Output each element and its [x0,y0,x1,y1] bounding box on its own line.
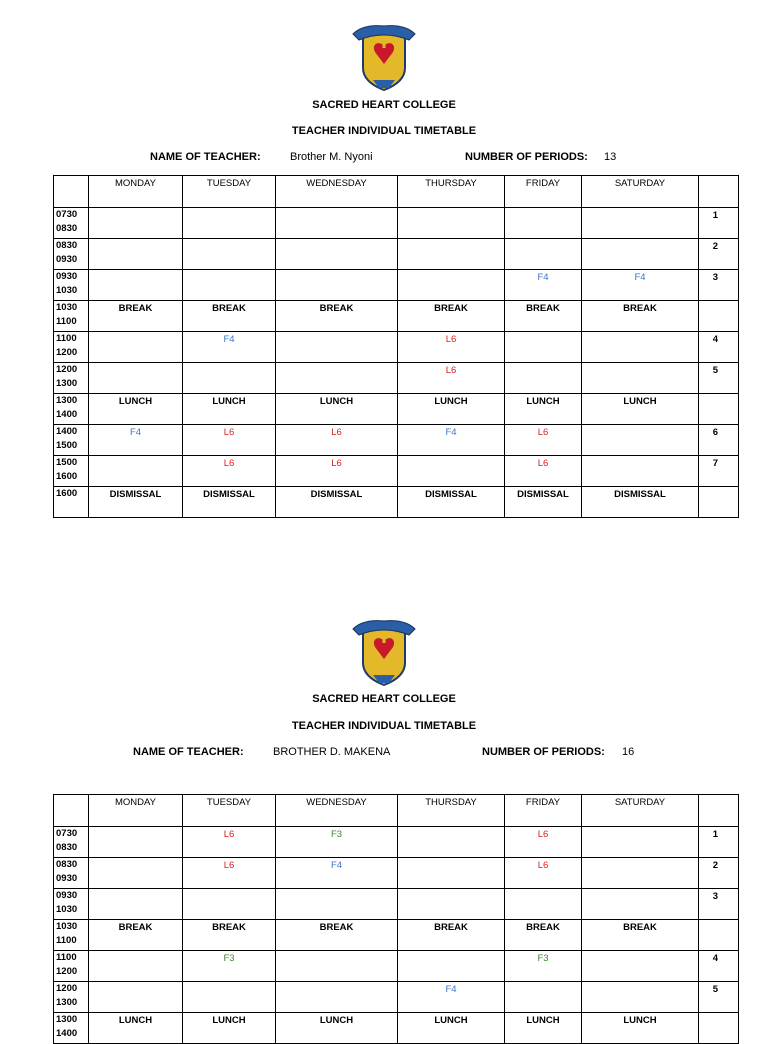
lesson-cell [505,270,582,301]
lesson-cell [505,456,582,487]
lesson-cell [505,982,582,1013]
lesson-cell [398,951,505,982]
period-number: 1 [699,827,739,858]
lesson-cell [183,982,276,1013]
lesson-cell [505,920,582,951]
lesson-cell [582,239,699,270]
period-number: 3 [699,889,739,920]
timetable-grid [53,794,739,1044]
lesson-cell [89,920,183,951]
lesson-cell [505,951,582,982]
day-header-saturday: SATURDAY [582,795,699,827]
slot-label: BREAK [623,303,657,314]
lesson-cell [582,858,699,889]
class-code: F4 [445,984,457,995]
time-cell [54,889,89,920]
slot-label: BREAK [623,922,657,933]
lesson-cell [582,425,699,456]
lesson-cell [398,332,505,363]
day-header-friday: FRIDAY [505,795,582,827]
lesson-cell [89,858,183,889]
slot-label: LUNCH [526,1015,560,1026]
time-end: 0830 [56,223,78,234]
class-code: L6 [223,829,235,840]
lesson-cell [398,425,505,456]
lesson-cell [398,487,505,518]
lesson-cell [89,827,183,858]
document-title: TEACHER INDIVIDUAL TIMETABLE [291,125,477,137]
header-time-cell [54,795,89,827]
time-start: 1300 [56,395,78,406]
lesson-cell [505,208,582,239]
lesson-cell [276,208,398,239]
lesson-cell [505,1013,582,1044]
time-start: 0930 [56,890,78,901]
time-end: 1030 [56,285,78,296]
teacher-name: Brother M. Nyoni [290,151,373,163]
time-end: 1600 [56,471,78,482]
table-row [54,332,739,363]
day-header-tuesday: TUESDAY [183,795,276,827]
time-start: 0830 [56,240,78,251]
lesson-cell [183,827,276,858]
lesson-cell [398,270,505,301]
lesson-cell [183,425,276,456]
slot-label: BREAK [434,303,468,314]
lesson-cell [505,239,582,270]
time-end: 1300 [56,378,78,389]
lesson-cell [505,394,582,425]
time-cell [54,920,89,951]
period-number: 6 [699,425,739,456]
time-cell [54,208,89,239]
slot-label: DISMISSAL [425,489,477,500]
time-end: 0830 [56,842,78,853]
lesson-cell [276,332,398,363]
time-start: 1030 [56,302,78,313]
table-row [54,394,739,425]
class-code: F3 [223,953,235,964]
period-number [699,920,739,951]
lesson-cell [582,208,699,239]
period-number: 4 [699,332,739,363]
lesson-cell [398,920,505,951]
table-row [54,920,739,951]
time-cell [54,1013,89,1044]
lesson-cell [183,858,276,889]
table-row [54,982,739,1013]
table-row [54,1013,739,1044]
lesson-cell [276,951,398,982]
day-header-thursday: THURSDAY [398,176,505,208]
slot-label: LUNCH [319,1015,354,1026]
class-code: L6 [223,427,235,438]
class-code: F4 [330,860,343,871]
day-header-wednesday: WEDNESDAY [276,795,398,827]
lesson-cell [89,425,183,456]
period-number [699,394,739,425]
slot-label: BREAK [118,303,153,314]
slot-label: BREAK [526,922,560,933]
class-code: F4 [129,427,142,438]
time-cell [54,456,89,487]
lesson-cell [276,827,398,858]
period-number: 5 [699,363,739,394]
day-header-saturday: SATURDAY [582,176,699,208]
lesson-cell [276,270,398,301]
table-row [54,827,739,858]
lesson-cell [276,425,398,456]
lesson-cell [582,456,699,487]
time-cell [54,858,89,889]
time-cell [54,425,89,456]
time-cell [54,301,89,332]
lesson-cell [183,920,276,951]
periods-value: 16 [622,746,635,758]
time-cell [54,827,89,858]
lesson-cell [582,920,699,951]
lesson-cell [276,487,398,518]
lesson-cell [505,363,582,394]
period-number [699,1013,739,1044]
slot-label: BREAK [118,922,153,933]
class-code: L6 [331,458,342,469]
class-code: F3 [537,953,549,964]
table-row [54,425,739,456]
lesson-cell [398,827,505,858]
time-end: 1500 [56,440,78,451]
class-code: F4 [223,334,235,345]
time-cell [54,394,89,425]
time-start: 1500 [56,457,78,468]
table-row [54,270,739,301]
lesson-cell [183,456,276,487]
period-number: 2 [699,239,739,270]
lesson-cell [398,982,505,1013]
lesson-cell [582,332,699,363]
period-number [699,487,739,518]
lesson-cell [582,827,699,858]
slot-label: LUNCH [118,396,153,407]
lesson-cell [505,425,582,456]
lesson-cell [89,889,183,920]
table-row [54,456,739,487]
lesson-cell [398,858,505,889]
table-row [54,951,739,982]
slot-label: DISMISSAL [517,489,569,500]
class-code: F4 [537,272,549,283]
lesson-cell [582,951,699,982]
class-code: L6 [223,458,235,469]
class-code: F4 [634,272,646,283]
lesson-cell [89,1013,183,1044]
timetable-grid [53,175,739,518]
slot-label: DISMISSAL [614,489,666,500]
lesson-cell [183,363,276,394]
lesson-cell [505,301,582,332]
table-row [54,487,739,518]
time-start: 0730 [56,828,78,839]
slot-label: LUNCH [212,396,246,407]
time-cell [54,982,89,1013]
class-code: L6 [537,860,549,871]
periods-label: NUMBER OF PERIODS: [465,151,588,163]
class-code: L6 [445,334,457,345]
periods-label: NUMBER OF PERIODS: [482,746,605,758]
table-row [54,858,739,889]
lesson-cell [582,301,699,332]
class-code: L6 [445,365,457,376]
header-period-cell [699,176,739,208]
teacher-label: NAME OF TEACHER: [133,746,244,758]
lesson-cell [582,394,699,425]
time-start: 1400 [56,426,78,437]
slot-label: DISMISSAL [109,489,162,500]
lesson-cell [183,332,276,363]
time-cell [54,239,89,270]
lesson-cell [505,858,582,889]
table-row [54,208,739,239]
header-row [54,795,739,827]
time-start: 1200 [56,364,78,375]
lesson-cell [582,270,699,301]
time-start: 1100 [56,333,77,344]
time-start: 1300 [56,1014,78,1025]
class-code: F3 [330,829,343,840]
day-header-friday: FRIDAY [505,176,582,208]
lesson-cell [89,394,183,425]
time-start: 0830 [56,859,78,870]
teacher-label: NAME OF TEACHER: [150,151,261,163]
lesson-cell [582,889,699,920]
slot-label: LUNCH [434,396,468,407]
lesson-cell [276,920,398,951]
period-number: 2 [699,858,739,889]
lesson-cell [276,889,398,920]
slot-label: LUNCH [623,1015,657,1026]
lesson-cell [582,363,699,394]
table-row [54,239,739,270]
slot-label: LUNCH [118,1015,153,1026]
period-number: 7 [699,456,739,487]
time-start: 1600 [56,488,78,499]
day-header-thursday: THURSDAY [398,795,505,827]
slot-label: BREAK [319,303,354,314]
slot-label: DISMISSAL [203,489,255,500]
lesson-cell [89,363,183,394]
slot-label: LUNCH [212,1015,246,1026]
time-end: 1400 [56,409,78,420]
lesson-cell [398,301,505,332]
lesson-cell [89,487,183,518]
table-row [54,301,739,332]
time-start: 1030 [56,921,78,932]
time-end: 1100 [56,935,77,946]
time-cell [54,951,89,982]
lesson-cell [89,951,183,982]
day-header-tuesday: TUESDAY [183,176,276,208]
lesson-cell [89,270,183,301]
college-name: SACRED HEART COLLEGE [312,99,456,111]
header-period-cell [699,795,739,827]
time-end: 1400 [56,1028,78,1039]
lesson-cell [398,363,505,394]
day-header-wednesday: WEDNESDAY [276,176,398,208]
class-code: L6 [537,427,549,438]
slot-label: LUNCH [434,1015,468,1026]
lesson-cell [89,982,183,1013]
college-name: SACRED HEART COLLEGE [312,693,456,705]
class-code: F4 [445,427,457,438]
slot-label: BREAK [434,922,468,933]
time-end: 1100 [56,316,77,327]
college-crest-icon [349,20,419,94]
lesson-cell [398,239,505,270]
time-cell [54,363,89,394]
lesson-cell [582,982,699,1013]
lesson-cell [183,301,276,332]
lesson-cell [398,1013,505,1044]
lesson-cell [89,332,183,363]
lesson-cell [505,487,582,518]
lesson-cell [89,239,183,270]
class-code: L6 [537,458,549,469]
document-title: TEACHER INDIVIDUAL TIMETABLE [291,720,477,732]
lesson-cell [582,487,699,518]
time-start: 0730 [56,209,78,220]
time-end: 1200 [56,347,78,358]
time-end: 1200 [56,966,78,977]
lesson-cell [505,827,582,858]
lesson-cell [505,889,582,920]
header-row [54,176,739,208]
lesson-cell [276,858,398,889]
slot-label: LUNCH [319,396,354,407]
slot-label: DISMISSAL [310,489,363,500]
lesson-cell [89,456,183,487]
slot-label: BREAK [212,303,246,314]
lesson-cell [276,301,398,332]
period-number: 3 [699,270,739,301]
lesson-cell [276,363,398,394]
day-header-monday: MONDAY [89,176,183,208]
lesson-cell [183,394,276,425]
time-end: 0930 [56,254,78,265]
slot-label: BREAK [319,922,354,933]
time-cell [54,487,89,518]
time-end: 0930 [56,873,78,884]
lesson-cell [89,301,183,332]
lesson-cell [398,208,505,239]
lesson-cell [183,487,276,518]
lesson-cell [183,1013,276,1044]
lesson-cell [398,456,505,487]
time-end: 1030 [56,904,78,915]
class-code: L6 [223,860,235,871]
lesson-cell [582,1013,699,1044]
time-start: 0930 [56,271,78,282]
lesson-cell [183,208,276,239]
slot-label: LUNCH [623,396,657,407]
time-start: 1200 [56,983,78,994]
day-header-monday: MONDAY [89,795,183,827]
slot-label: BREAK [526,303,560,314]
period-number: 5 [699,982,739,1013]
table-row [54,889,739,920]
time-cell [54,332,89,363]
slot-label: LUNCH [526,396,560,407]
periods-value: 13 [604,151,617,163]
lesson-cell [276,394,398,425]
teacher-name: BROTHER D. MAKENA [273,746,391,758]
college-crest-icon [349,615,419,689]
lesson-cell [183,270,276,301]
lesson-cell [276,239,398,270]
period-number [699,301,739,332]
period-number: 1 [699,208,739,239]
lesson-cell [183,951,276,982]
lesson-cell [276,982,398,1013]
lesson-cell [505,332,582,363]
lesson-cell [276,456,398,487]
class-code: L6 [331,427,342,438]
period-number: 4 [699,951,739,982]
time-cell [54,270,89,301]
lesson-cell [183,239,276,270]
header-time-cell [54,176,89,208]
lesson-cell [276,1013,398,1044]
slot-label: BREAK [212,922,246,933]
lesson-cell [183,889,276,920]
lesson-cell [89,208,183,239]
class-code: L6 [537,829,549,840]
time-start: 1100 [56,952,77,963]
lesson-cell [398,394,505,425]
table-row [54,363,739,394]
time-end: 1300 [56,997,78,1008]
lesson-cell [398,889,505,920]
